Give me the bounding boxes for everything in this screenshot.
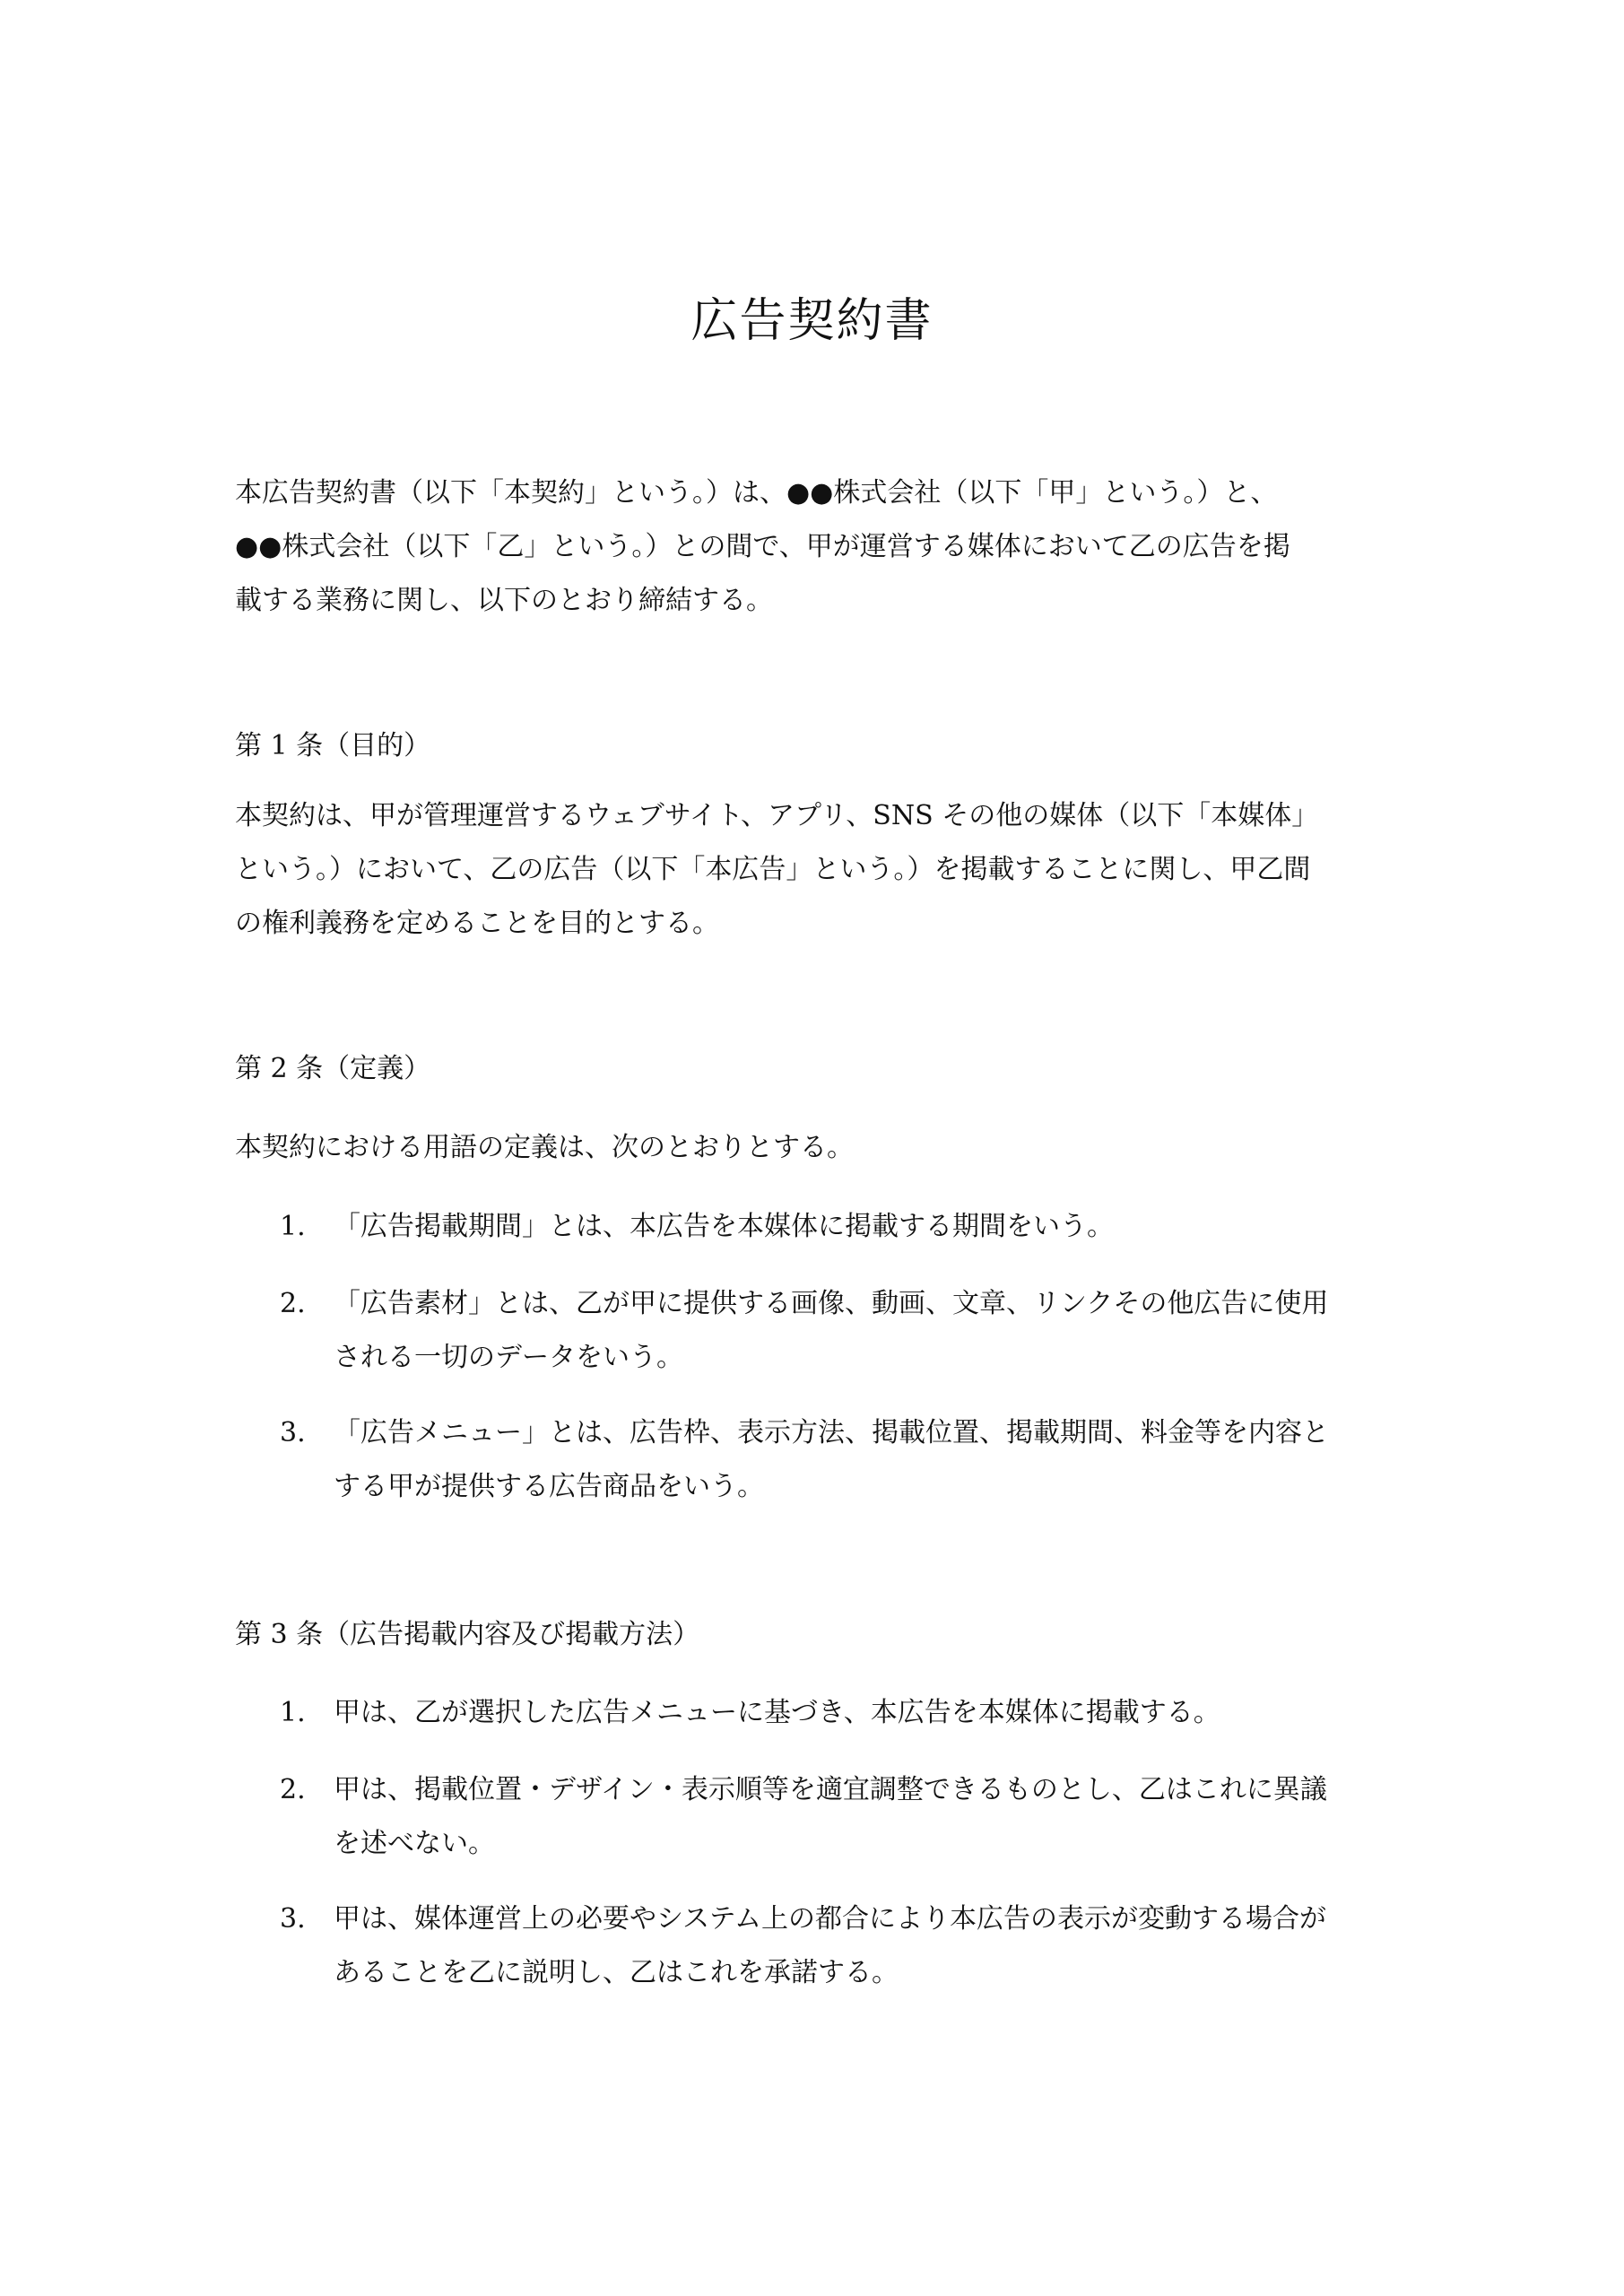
- list-item-line: する甲が提供する広告商品をいう。: [334, 1471, 764, 1502]
- list-item-line: 甲は、媒体運営上の必要やシステム上の都合により本広告の表示が変動する場合が: [334, 1903, 1326, 1935]
- preamble-line: 本広告契約書（以下「本契約」という。）は、●●株式会社（以下「甲」という。）と、: [235, 477, 1278, 509]
- article-3-heading: 第 3 条（広告掲載内容及び掲載方法）: [235, 1619, 700, 1650]
- list-item-line: 「広告掲載期間」とは、本広告を本媒体に掲載する期間をいう。: [334, 1211, 1114, 1242]
- article-1-heading: 第 1 条（目的）: [235, 730, 431, 761]
- list-number: 2.: [280, 1774, 306, 1805]
- preamble-line: ●●株式会社（以下「乙」という。）との間で、甲が運営する媒体において乙の広告を掲: [235, 531, 1290, 562]
- list-number: 1.: [280, 1697, 306, 1728]
- list-item-text: [334, 1763, 1401, 1871]
- list-item-line: を述べない。: [334, 1828, 495, 1859]
- list-item-text: [334, 1892, 1401, 2000]
- article-1-line: の権利義務を定めることを目的とする。: [235, 908, 719, 939]
- list-item-line: 甲は、乙が選択した広告メニューに基づき、本広告を本媒体に掲載する。: [334, 1697, 1220, 1728]
- list-item-line: 「広告素材」とは、乙が甲に提供する画像、動画、文章、リンクその他広告に使用: [334, 1288, 1329, 1319]
- list-item-text: [334, 1686, 1401, 1740]
- article-1-line: 本契約は、甲が管理運営するウェブサイト、アプリ、SNS その他の媒体（以下「本媒体」: [235, 800, 1319, 831]
- list-item-text: [334, 1406, 1401, 1514]
- list-item-line: あることを乙に説明し、乙はこれを承諾する。: [334, 1957, 899, 1988]
- list-number: 3.: [280, 1417, 306, 1448]
- preamble: [235, 466, 1401, 628]
- list-item-text: [334, 1277, 1401, 1385]
- list-item-text: [334, 1200, 1401, 1254]
- article-1-line: という。）において、乙の広告（以下「本広告」という。）を掲載することに関し、甲乙間: [235, 854, 1311, 885]
- list-number: 1.: [280, 1211, 306, 1242]
- document-title: 広告契約書: [690, 294, 934, 348]
- list-number: 2.: [280, 1288, 306, 1319]
- list-item-line: 甲は、掲載位置・デザイン・表示順等を適宜調整できるものとし、乙はこれに異議: [334, 1774, 1327, 1805]
- list-item-line: される一切のデータをいう。: [334, 1342, 683, 1373]
- article-2-intro: 本契約における用語の定義は、次のとおりとする。: [235, 1132, 854, 1163]
- article-2-heading: 第 2 条（定義）: [235, 1053, 431, 1084]
- preamble-line: 載する業務に関し、以下のとおり締結する。: [235, 585, 773, 616]
- list-number: 3.: [280, 1903, 306, 1935]
- article-1-body: [235, 789, 1401, 951]
- list-item-line: 「広告メニュー」とは、広告枠、表示方法、掲載位置、掲載期間、料金等を内容と: [334, 1417, 1329, 1448]
